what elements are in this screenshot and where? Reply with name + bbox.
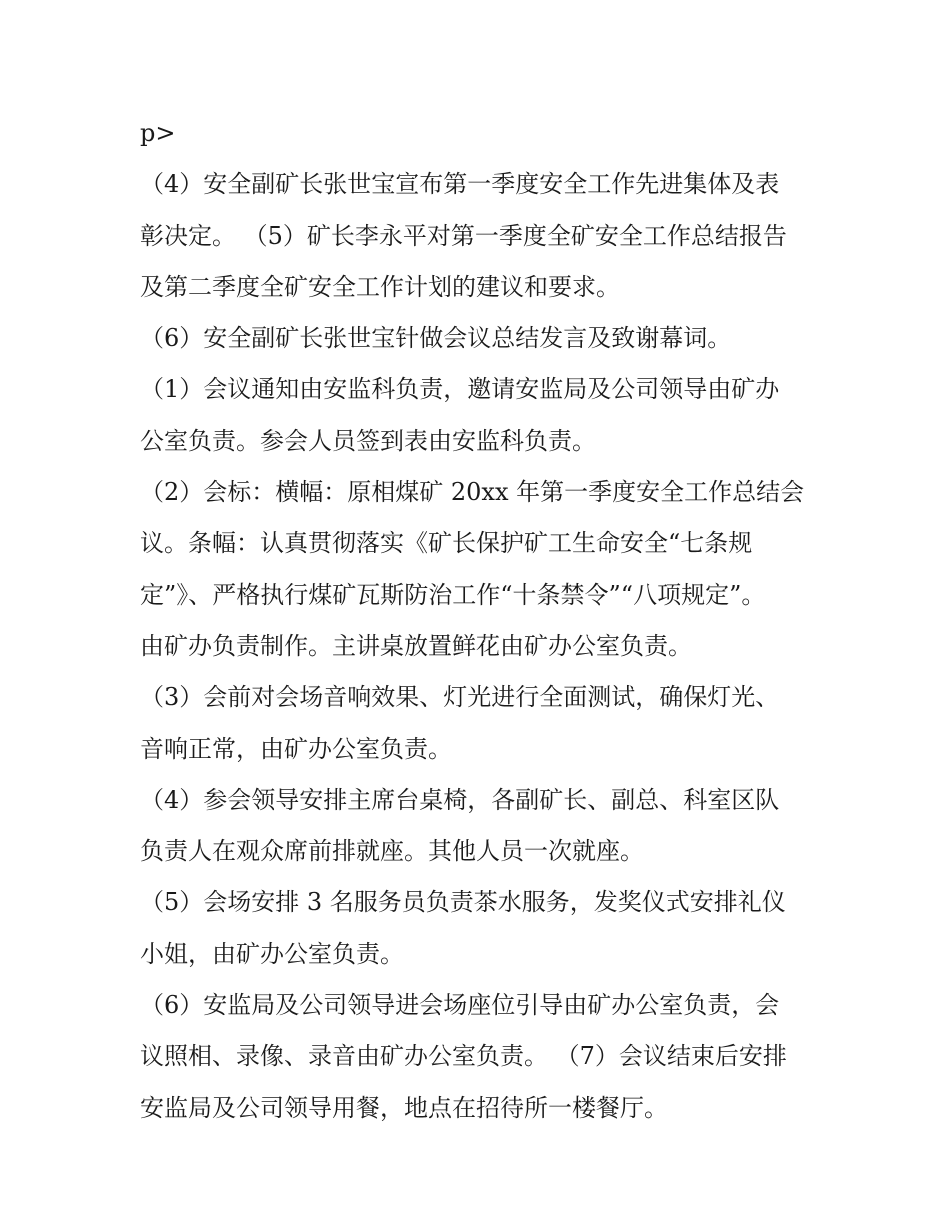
text-line: 负责人在观众席前排就座。其他人员一次就座。 xyxy=(140,837,644,866)
text-line: （6）安监局及公司领导进会场座位引导由矿办公室负责，会 xyxy=(140,991,780,1020)
text-line: 由矿办负责制作。主讲桌放置鲜花由矿办公室负责。 xyxy=(140,631,692,660)
text-line: （4）参会领导安排主席台桌椅，各副矿长、副总、科室区队 xyxy=(140,785,780,814)
document-body xyxy=(140,108,820,1134)
text-line: 公室负责。参会人员签到表由安监科负责。 xyxy=(140,426,596,455)
text-line: （3）会前对会场音响效果、灯光进行全面测试，确保灯光、 xyxy=(140,683,780,712)
text-line: （5）会场安排 3 名服务员负责茶水服务，发奖仪式安排礼仪 xyxy=(140,888,786,917)
text-line: 议照相、录像、录音由矿办公室负责。 （7）会议结束后安排 xyxy=(140,1042,787,1071)
text-line: 小姐，由矿办公室负责。 xyxy=(140,939,404,968)
text-line: 彰决定。 （5）矿长李永平对第一季度全矿安全工作总结报告 xyxy=(140,221,787,250)
text-line: 音响正常，由矿办公室负责。 xyxy=(140,734,452,763)
text-line: 议。条幅：认真贯彻落实《矿长保护矿工生命安全“七条规 xyxy=(140,529,753,558)
text-line: 安监局及公司领导用餐，地点在招待所一楼餐厅。 xyxy=(140,1093,668,1122)
text-line: （1）会议通知由安监科负责，邀请安监局及公司领导由矿办 xyxy=(140,375,780,404)
text-line: 定”》、严格执行煤矿瓦斯防治工作“十条禁令”“八项规定”。 xyxy=(140,580,766,609)
text-line: （4）安全副矿长张世宝宣布第一季度安全工作先进集体及表 xyxy=(140,170,780,199)
text-line: 及第二季度全矿安全工作计划的建议和要求。 xyxy=(140,272,620,301)
text-line: （6）安全副矿长张世宝针做会议总结发言及致谢幕词。 xyxy=(140,324,732,353)
text-line: p> xyxy=(140,119,176,147)
text-line: （2）会标：横幅：原相煤矿 20xx 年第一季度安全工作总结会 xyxy=(140,478,805,507)
